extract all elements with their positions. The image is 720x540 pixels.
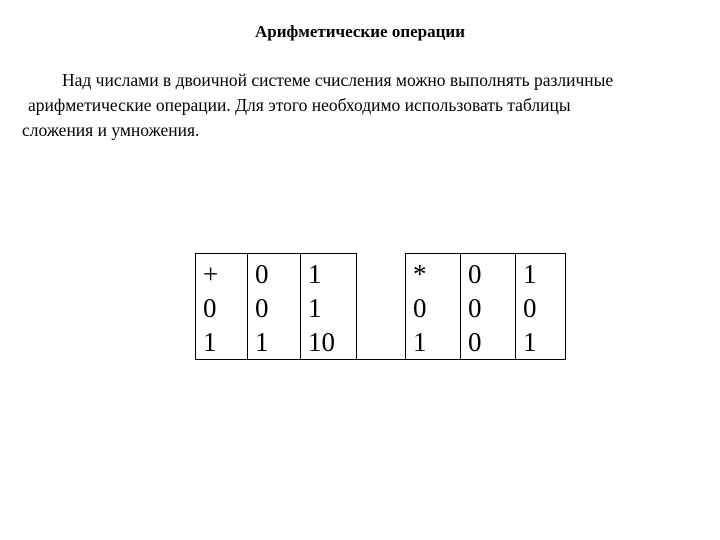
paragraph-line: Над числами в двоичной системе счисления можно выполнять различные <box>62 70 614 90</box>
table-gap-cell <box>357 291 406 325</box>
table-cell: 1 <box>196 325 248 360</box>
table-cell: + <box>196 254 248 292</box>
table-cell: 1 <box>301 291 357 325</box>
paragraph-line: арифметические операции. Для этого необходимо использовать таблицы <box>28 95 571 115</box>
table-cell: 1 <box>248 325 301 360</box>
table-cell: * <box>406 254 461 292</box>
table-gap-cell <box>357 254 406 292</box>
table-row <box>196 325 566 360</box>
table-cell: 0 <box>196 291 248 325</box>
table-cell: 0 <box>248 254 301 292</box>
table-cell: 1 <box>516 254 566 292</box>
table-cell: 0 <box>248 291 301 325</box>
table-cell: 0 <box>516 291 566 325</box>
paragraph-line: сложения и умножения. <box>22 120 200 140</box>
table-row <box>196 291 566 325</box>
table-row <box>196 254 566 292</box>
page-title: Арифметические операции <box>254 22 465 41</box>
table-cell: 10 <box>301 325 357 360</box>
table-cell: 0 <box>461 254 516 292</box>
table-gap-cell <box>357 325 406 360</box>
operations-table <box>195 253 566 360</box>
intro-paragraph <box>22 68 702 143</box>
table-cell: 1 <box>516 325 566 360</box>
table-cell: 1 <box>406 325 461 360</box>
table-cell: 1 <box>301 254 357 292</box>
table-cell: 0 <box>461 291 516 325</box>
table-cell: 0 <box>406 291 461 325</box>
table-cell: 0 <box>461 325 516 360</box>
